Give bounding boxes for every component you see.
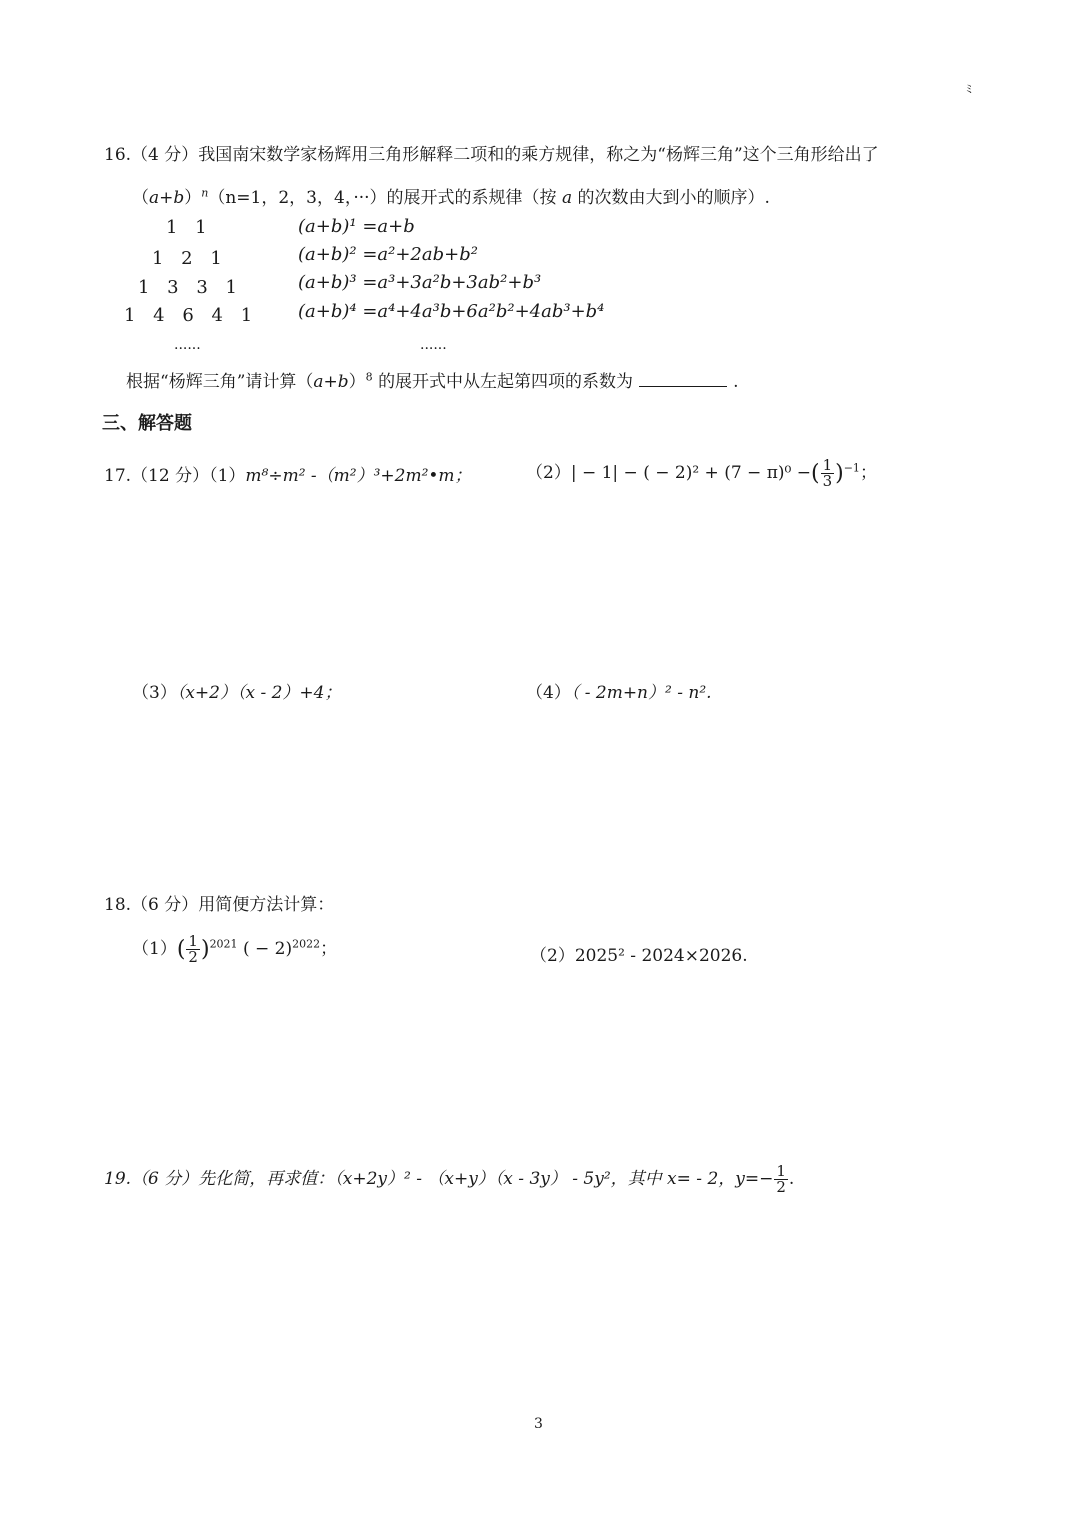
triangle-row-3: 1 3 3 1 [138,277,243,298]
expansion-1: (a+b)¹ =a+b [298,216,415,237]
corner-mark: ﾐ [966,82,973,96]
q16-question: 根据“杨辉三角”请计算$(a+b)^8$ 的展开式中从左起第四项的系数为 . [126,370,739,392]
q16-line1: 16.（4 分）我国南宋数学家杨辉用三角形解释二项和的乘方规律，称之为“杨辉三角”这个三角形给出了 [104,145,879,165]
page-number: 3 [534,1416,543,1432]
q17-part2: （2）| − 1| − ( − 2)² + (7 − π)⁰ −( $\frac{1}{3}$ )$^{-1}$； [526,456,877,490]
triangle-row-1: 1 1 [166,217,213,238]
q17-part3: （3）（x+2）（x - 2）+4； [132,683,342,703]
q19: 19.（6 分）先化简，再求值：（x+2y）² - （x+y）（x - 3y） - 5y²，其中 x= - 2，y=− $\frac{1}{2}$ . [104,1162,795,1196]
expansion-2: (a+b)² =a²+2ab+b² [298,244,478,265]
triangle-row-4: 1 4 6 4 1 [124,305,259,326]
triangle-row-2: 1 2 1 [152,248,228,269]
q17-part1: 17.（12 分）（1）m⁸÷m² -（m²）³+2m²•m； [104,466,472,486]
answer-blank[interactable] [639,372,727,387]
expansion-4: (a+b)⁴ =a⁴+4a³b+6a²b²+4ab³+b⁴ [298,301,605,322]
q17-part4: （4）（ - 2m+n）² - n². [526,683,712,703]
expansion-3: (a+b)³ =a³+3a²b+3ab²+b³ [298,272,542,293]
triangle-ellipsis: ...... [174,337,201,353]
q18-title: 18.（6 分）用简便方法计算： [104,895,335,915]
q18-part1: （1）( $\frac{1}{2}$ )$^{2021}$ ( − 2)$^{2022}$； [132,932,338,966]
section-title: 三、解答题 [102,413,192,434]
q18-part2: （2）2025² - 2024×2026. [530,946,748,966]
expansion-ellipsis: ...... [420,337,447,353]
q16-line2: $(a+b)^n(n=1$，2，3，4，···）的展开式的系规律（按 a 的次数由大到小的顺序）. [132,186,770,208]
